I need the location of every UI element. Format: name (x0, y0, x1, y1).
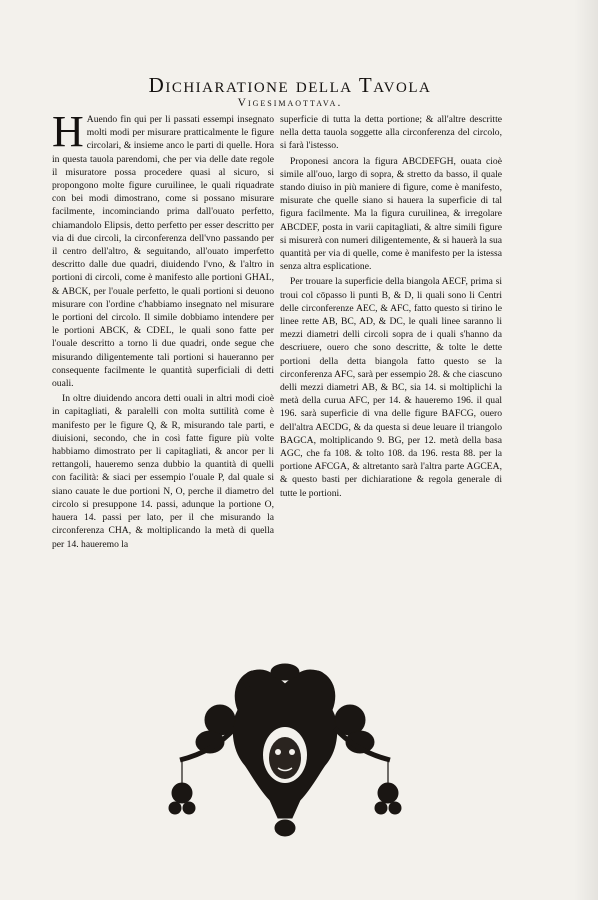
paragraph: Per trouare la superficie della biangola AECF, prima si troui col cōpasso li punti B, & D, li quali sono li Centri delle circonferenze AEC, & AFC, fatto questo si tirino le linee rette AB, BC, AD, & DC, le quali linee saranno li mezzi diametri delli circoli sopra de i quali s'hanno da descriuere, ouero che sono descritte, & tolte le dette portioni della detta biangola fatto questo se la circonferenza AFC, sarà per essempio 28. & che ciascuno delli mezzi diametri AB, & BC, sia 14. si moltiplichi la metà della curua AFC, per 14. & haueremo 196. il qual 196. sarà superficie di vna delle figure BAFCG, ouero dell'altra AECDG, & da questa si deue leuare il triangolo BAGCA, moltiplicando 9. BG, per 12. metà della basa AGC, che fa 108. & tolto 108. da 196. resta 88. per la portione AFCGA, & altretanto sarà l'altra parte AGCEA, & questo basti per dichiaratione & regola generale di tutte le portioni. (280, 276, 502, 499)
drop-cap: H (52, 107, 84, 156)
page-edge-shadow (574, 0, 598, 900)
paragraph: superficie di tutta la detta portione; & all'altre descritte nella detta tauola soggette alla circonferenza del circolo, si farà l'istesso. (280, 114, 502, 152)
paragraph: In oltre diuidendo ancora detti ouali in altri modi cioè in capitagliati, & paralelli con molta suttilità come è manifesto per le figure Q, & R, misurando tale parti, e diuisioni, secondo, che in così fatte figure più volte habbiamo dimostrato per li capitagliati, & ancor per li rettangoli, haueremo senza dubbio la quantità di quelli con facilità: & siaci per essempio l'ouale P, dal quale si siano cauate le due portioni N, O, perche il diametro del circolo si presuppone 14. passi, adunque la portione O, hauera 14. passi per lato, per il che misurando la circonferenza CHA, & moltiplicando la metà di quella per 14. haueremo la (52, 393, 274, 550)
page-title: Dichiaratione della Tavola (148, 73, 432, 97)
right-text-column (280, 113, 502, 593)
left-text-column (52, 107, 274, 583)
decorative-ornament-icon (160, 650, 410, 840)
paragraph: Proponesi ancora la figura ABCDEFGH, ouata cioè simile all'ouo, largo di sopra, & stretto da basso, il quale stando diuiso in più maniere di figure, come è manifesto, misurate che quelle siano si hauera la superficie di tal figura facilmente. Ma la figura curuilinea, & irregolare ABCDEF, posta in varii capitagliati, & altre simili figure si misurerà con numeri diligentemente, & si hauerà la sua quantità per via di quelle, come è manifesto per la istessa senza altra esplicatione. (280, 155, 502, 273)
page-subtitle: Vigesimaottava. (237, 97, 343, 109)
paragraph-text: Auendo fin qui per li passati essempi insegnato molti modi per misurare pratticalmente le figure circolari, & insieme anco le parti di quelle. Hora in questa tauola parendomi, che per via delle date regole il misuratore possa procedere quasi al sicuro, si propongono molte figure curuilinee, le quali riquadrate con bei modi dimostrano, come si possano misurare facilmente, incominciando prima dall'ouato perfetto, chiamandolo Elipsis, detto perfetto per esser descritto per via di due circoli, la circonferenza dell'vno passando per il centro dell'altro, & seguitando, all'ouato imperfetto descritto dalle due quadri, diuidendo l'vno, & l'altro in portioni di circoli, come è manifesto alle portioni GHAL, & ABCK, per l'ouale perfetto, le quali portioni si deuono misurare con l'ordine c'habbiamo insegnato nel misurare le portioni del circolo. Il simile dobbiamo intendere per le portioni ABCK, & CDEL, le quali sono fatte per l'ouale descritto a torno li due quadri, onde segue che misurando diligentemente tali portioni si haueranno per consequente facilmente le quantità superficiali di detti ouali. (52, 114, 274, 390)
paragraph (52, 107, 274, 390)
